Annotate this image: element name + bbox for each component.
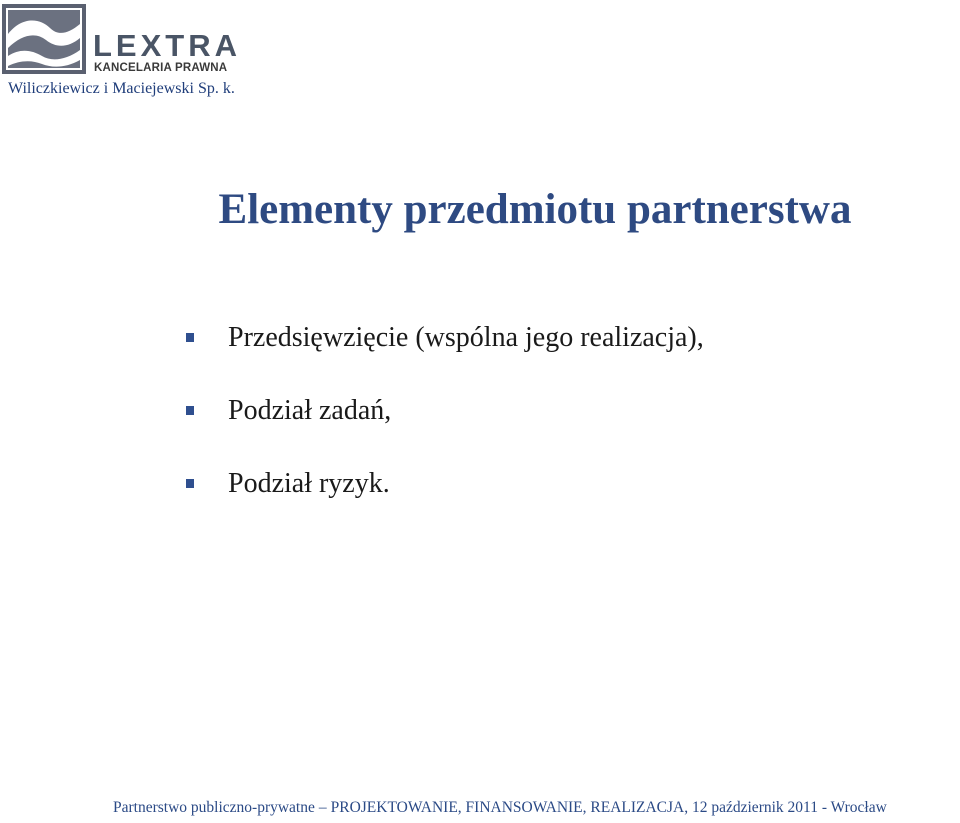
footer: [113, 799, 887, 818]
lextra-wave-logo-icon: [2, 4, 86, 74]
footer-separator: –: [318, 799, 327, 816]
bullet-list: [186, 318, 704, 537]
footer-left: Partnerstwo publiczno-prywatne: [113, 799, 315, 816]
bullet-item: [186, 464, 704, 537]
firm-name: Wiliczkiewicz i Maciejewski Sp. k.: [8, 80, 235, 97]
square-bullet-icon: [186, 479, 194, 488]
footer-right: PROJEKTOWANIE, FINANSOWANIE, REALIZACJA, 12 październik 2011 - Wrocław: [330, 799, 887, 816]
bullet-item: [186, 318, 704, 391]
logo-name: LEXTRA: [93, 28, 241, 63]
slide-title: Elementy przedmiotu partnerstwa: [218, 186, 852, 233]
square-bullet-icon: [186, 333, 194, 342]
bullet-item: [186, 391, 704, 464]
square-bullet-icon: [186, 406, 194, 415]
bullet-text: Podział zadań,: [228, 395, 392, 426]
logo-tagline: KANCELARIA PRAWNA: [94, 62, 228, 74]
bullet-text: Przedsięwzięcie (wspólna jego realizacja),: [228, 322, 704, 353]
bullet-text: Podział ryzyk.: [228, 468, 390, 499]
